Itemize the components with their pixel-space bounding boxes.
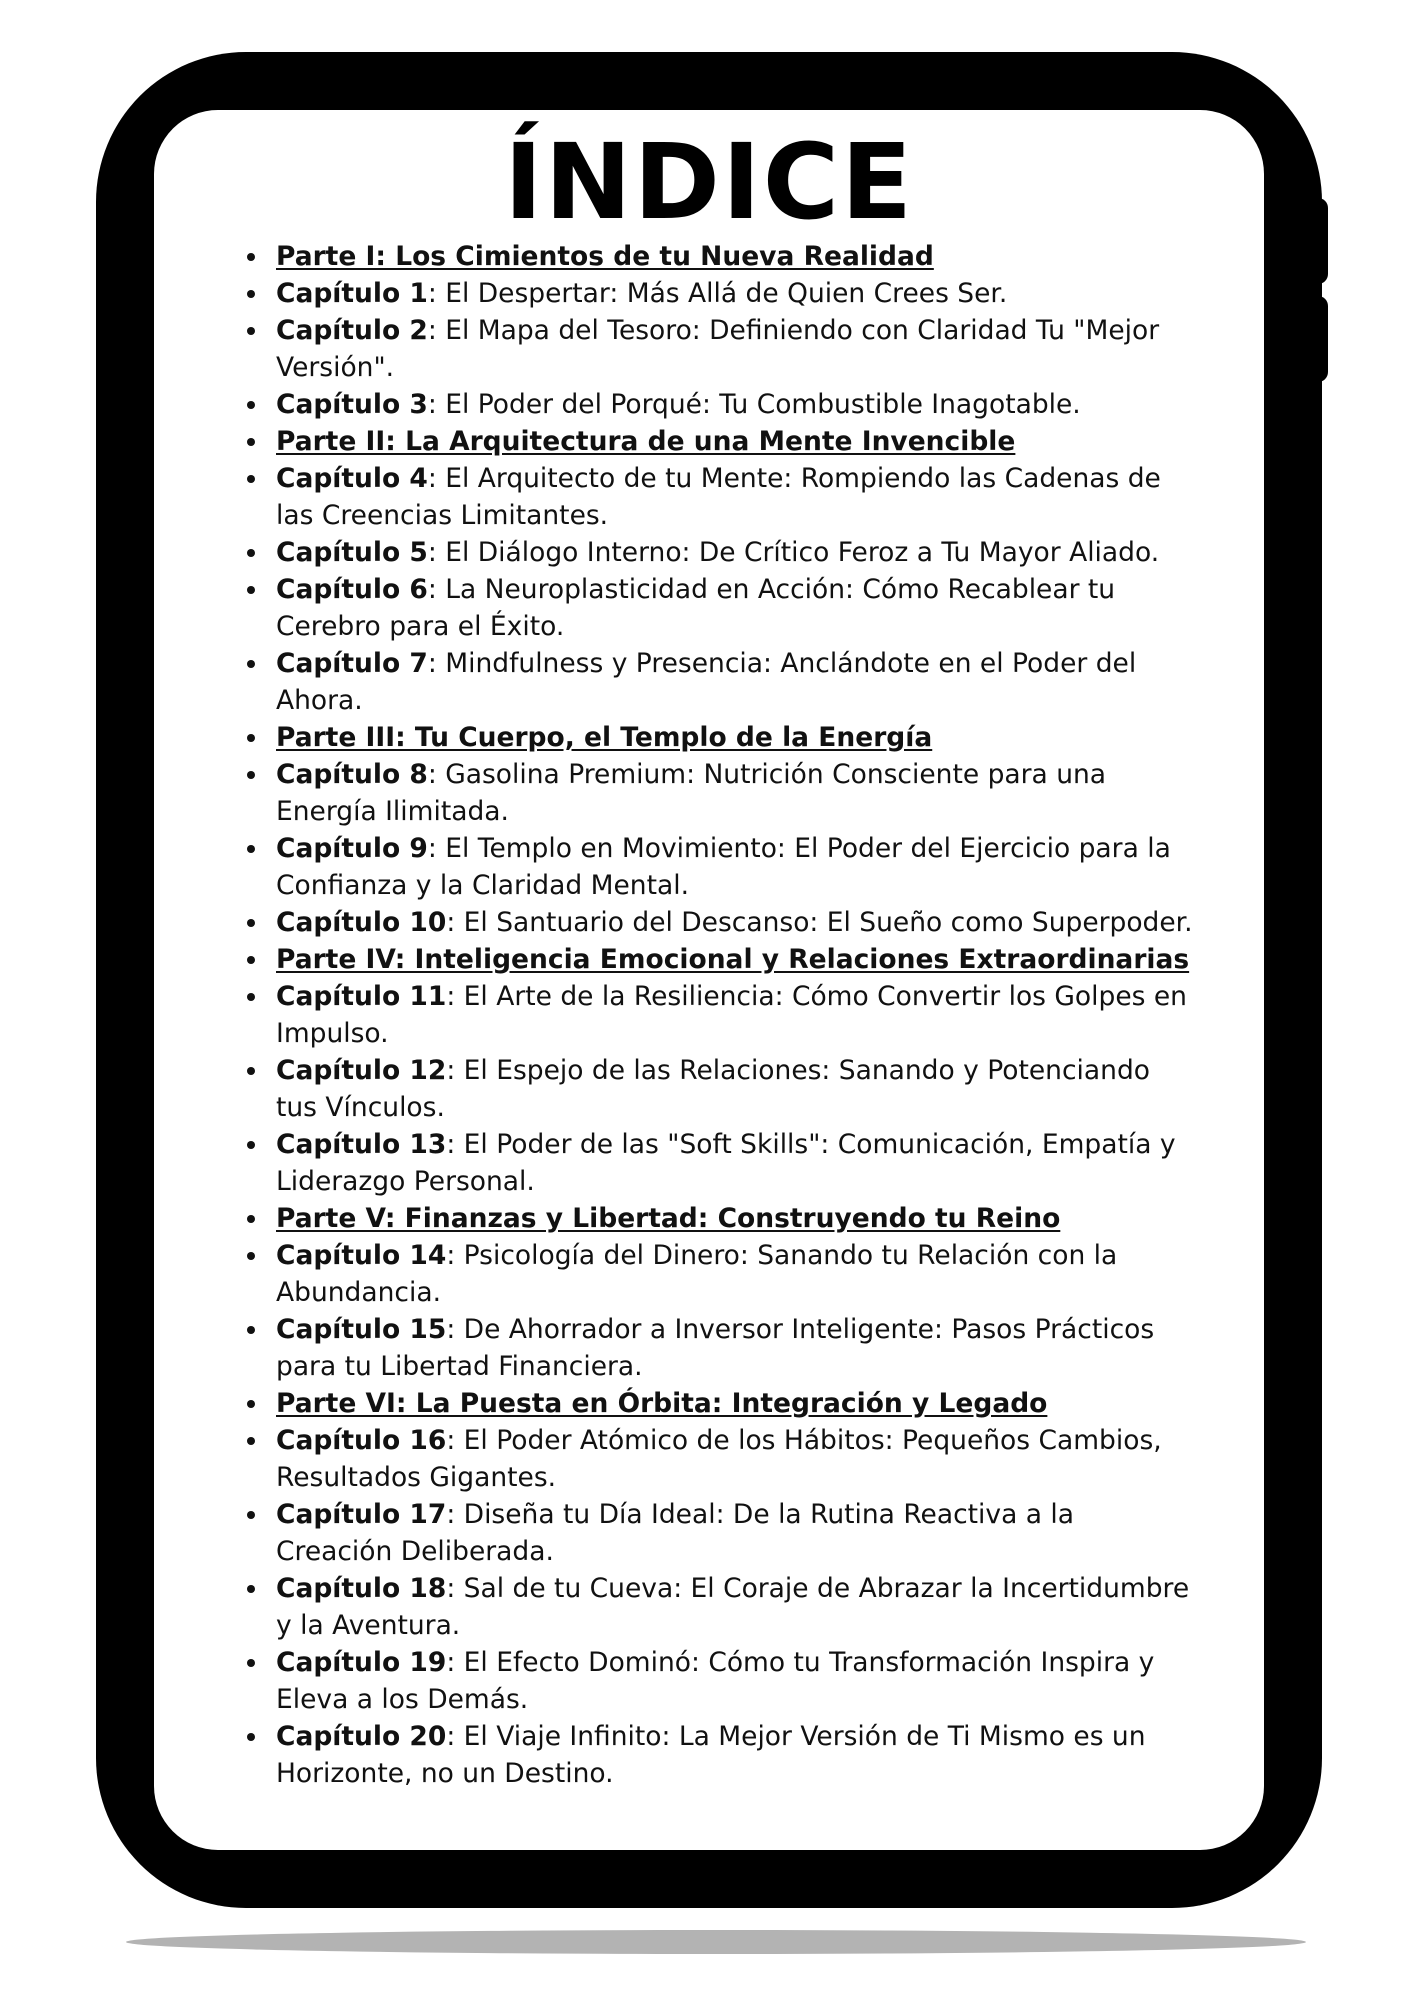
toc-chapter-item: [276, 1052, 1196, 1126]
chapter-title: : Diseña tu Día Ideal: De la Rutina Reactiva a la Creación Deliberada.: [276, 1499, 1075, 1567]
toc-chapter-item: [276, 460, 1196, 534]
chapter-label: Capítulo 19: [276, 1647, 447, 1678]
chapter-title: : De Ahorrador a Inversor Inteligente: Pasos Prácticos para tu Libertad Financiera.: [276, 1314, 1155, 1382]
chapter-label: Capítulo 18: [276, 1573, 447, 1604]
toc-chapter-item: [276, 1644, 1196, 1718]
toc-chapter-item: [276, 1422, 1196, 1496]
chapter-title: : El Diálogo Interno: De Crítico Feroz a Tu Mayor Aliado.: [427, 537, 1160, 568]
toc-chapter-item: [276, 645, 1196, 719]
chapter-title: : El Arquitecto de tu Mente: Rompiendo las Cadenas de las Creencias Limitantes.: [276, 463, 1161, 531]
chapter-label: Capítulo 3: [276, 389, 428, 420]
chapter-label: Capítulo 15: [276, 1314, 447, 1345]
part-title: Parte I: Los Cimientos de tu Nueva Realidad: [276, 241, 934, 272]
toc-chapter-item: [276, 312, 1196, 386]
toc-chapter-item: [276, 1570, 1196, 1644]
chapter-title: : Gasolina Premium: Nutrición Consciente para una Energía Ilimitada.: [276, 759, 1107, 827]
part-title: Parte V: Finanzas y Libertad: Construyendo tu Reino: [276, 1203, 1061, 1234]
chapter-title: : El Templo en Movimiento: El Poder del Ejercicio para la Confianza y la Claridad Mental.: [276, 833, 1171, 901]
chapter-title: : El Espejo de las Relaciones: Sanando y Potenciando tus Vínculos.: [276, 1055, 1150, 1123]
chapter-label: Capítulo 6: [276, 574, 428, 605]
chapter-title: : El Efecto Dominó: Cómo tu Transformación Inspira y Eleva a los Demás.: [276, 1647, 1155, 1715]
chapter-title: : El Viaje Infinito: La Mejor Versión de Ti Mismo es un Horizonte, no un Destino.: [276, 1721, 1146, 1789]
chapter-title: : El Arte de la Resiliencia: Cómo Convertir los Golpes en Impulso.: [276, 981, 1187, 1049]
toc-chapter-item: [276, 1496, 1196, 1570]
tablet-shadow: [126, 1930, 1306, 1954]
table-of-contents: [276, 238, 1196, 1792]
toc-chapter-item: [276, 534, 1196, 571]
chapter-label: Capítulo 7: [276, 648, 428, 679]
toc-part-item: [276, 719, 1196, 756]
toc-chapter-item: [276, 1311, 1196, 1385]
toc-part-item: [276, 941, 1196, 978]
toc-part-item: [276, 423, 1196, 460]
chapter-title: : La Neuroplasticidad en Acción: Cómo Recablear tu Cerebro para el Éxito.: [276, 574, 1116, 642]
chapter-title: : Sal de tu Cueva: El Coraje de Abrazar la Incertidumbre y la Aventura.: [276, 1573, 1190, 1641]
toc-chapter-item: [276, 978, 1196, 1052]
page-title: ÍNDICE: [503, 121, 915, 243]
toc-part-item: [276, 238, 1196, 275]
chapter-title: : El Santuario del Descanso: El Sueño como Superpoder.: [446, 907, 1193, 938]
tablet-side-button-top: [1316, 198, 1328, 284]
chapter-label: Capítulo 12: [276, 1055, 447, 1086]
chapter-title: : El Mapa del Tesoro: Definiendo con Claridad Tu "Mejor Versión".: [276, 315, 1160, 383]
chapter-label: Capítulo 11: [276, 981, 447, 1012]
chapter-label: Capítulo 17: [276, 1499, 447, 1530]
chapter-title: : El Poder del Porqué: Tu Combustible Inagotable.: [427, 389, 1081, 420]
toc-chapter-item: [276, 386, 1196, 423]
chapter-label: Capítulo 5: [276, 537, 428, 568]
chapter-label: Capítulo 20: [276, 1721, 447, 1752]
chapter-label: Capítulo 13: [276, 1129, 447, 1160]
chapter-title: : El Despertar: Más Allá de Quien Crees Ser.: [427, 278, 1008, 309]
chapter-title: : Mindfulness y Presencia: Anclándote en el Poder del Ahora.: [276, 648, 1137, 716]
toc-part-item: [276, 1385, 1196, 1422]
chapter-title: : El Poder de las "Soft Skills": Comunicación, Empatía y Liderazgo Personal.: [276, 1129, 1176, 1197]
chapter-label: Capítulo 4: [276, 463, 428, 494]
toc-chapter-item: [276, 1718, 1196, 1792]
toc-part-item: [276, 1200, 1196, 1237]
toc-chapter-item: [276, 830, 1196, 904]
toc-chapter-item: [276, 756, 1196, 830]
toc-chapter-item: [276, 904, 1196, 941]
chapter-label: Capítulo 2: [276, 315, 428, 346]
toc-chapter-item: [276, 275, 1196, 312]
toc-chapter-item: [276, 571, 1196, 645]
chapter-label: Capítulo 1: [276, 278, 428, 309]
toc-chapter-item: [276, 1237, 1196, 1311]
chapter-label: Capítulo 8: [276, 759, 428, 790]
part-title: Parte III: Tu Cuerpo, el Templo de la Energía: [276, 722, 933, 753]
part-title: Parte IV: Inteligencia Emocional y Relaciones Extraordinarias: [276, 944, 1190, 975]
part-title: Parte II: La Arquitectura de una Mente Invencible: [276, 426, 1016, 457]
toc-chapter-item: [276, 1126, 1196, 1200]
part-title: Parte VI: La Puesta en Órbita: Integración y Legado: [276, 1388, 1048, 1419]
chapter-title: : Psicología del Dinero: Sanando tu Relación con la Abundancia.: [276, 1240, 1118, 1308]
chapter-title: : El Poder Atómico de los Hábitos: Pequeños Cambios, Resultados Gigantes.: [276, 1425, 1162, 1493]
chapter-label: Capítulo 14: [276, 1240, 447, 1271]
chapter-label: Capítulo 10: [276, 907, 447, 938]
chapter-label: Capítulo 9: [276, 833, 428, 864]
tablet-side-button-bottom: [1316, 296, 1328, 382]
chapter-label: Capítulo 16: [276, 1425, 447, 1456]
